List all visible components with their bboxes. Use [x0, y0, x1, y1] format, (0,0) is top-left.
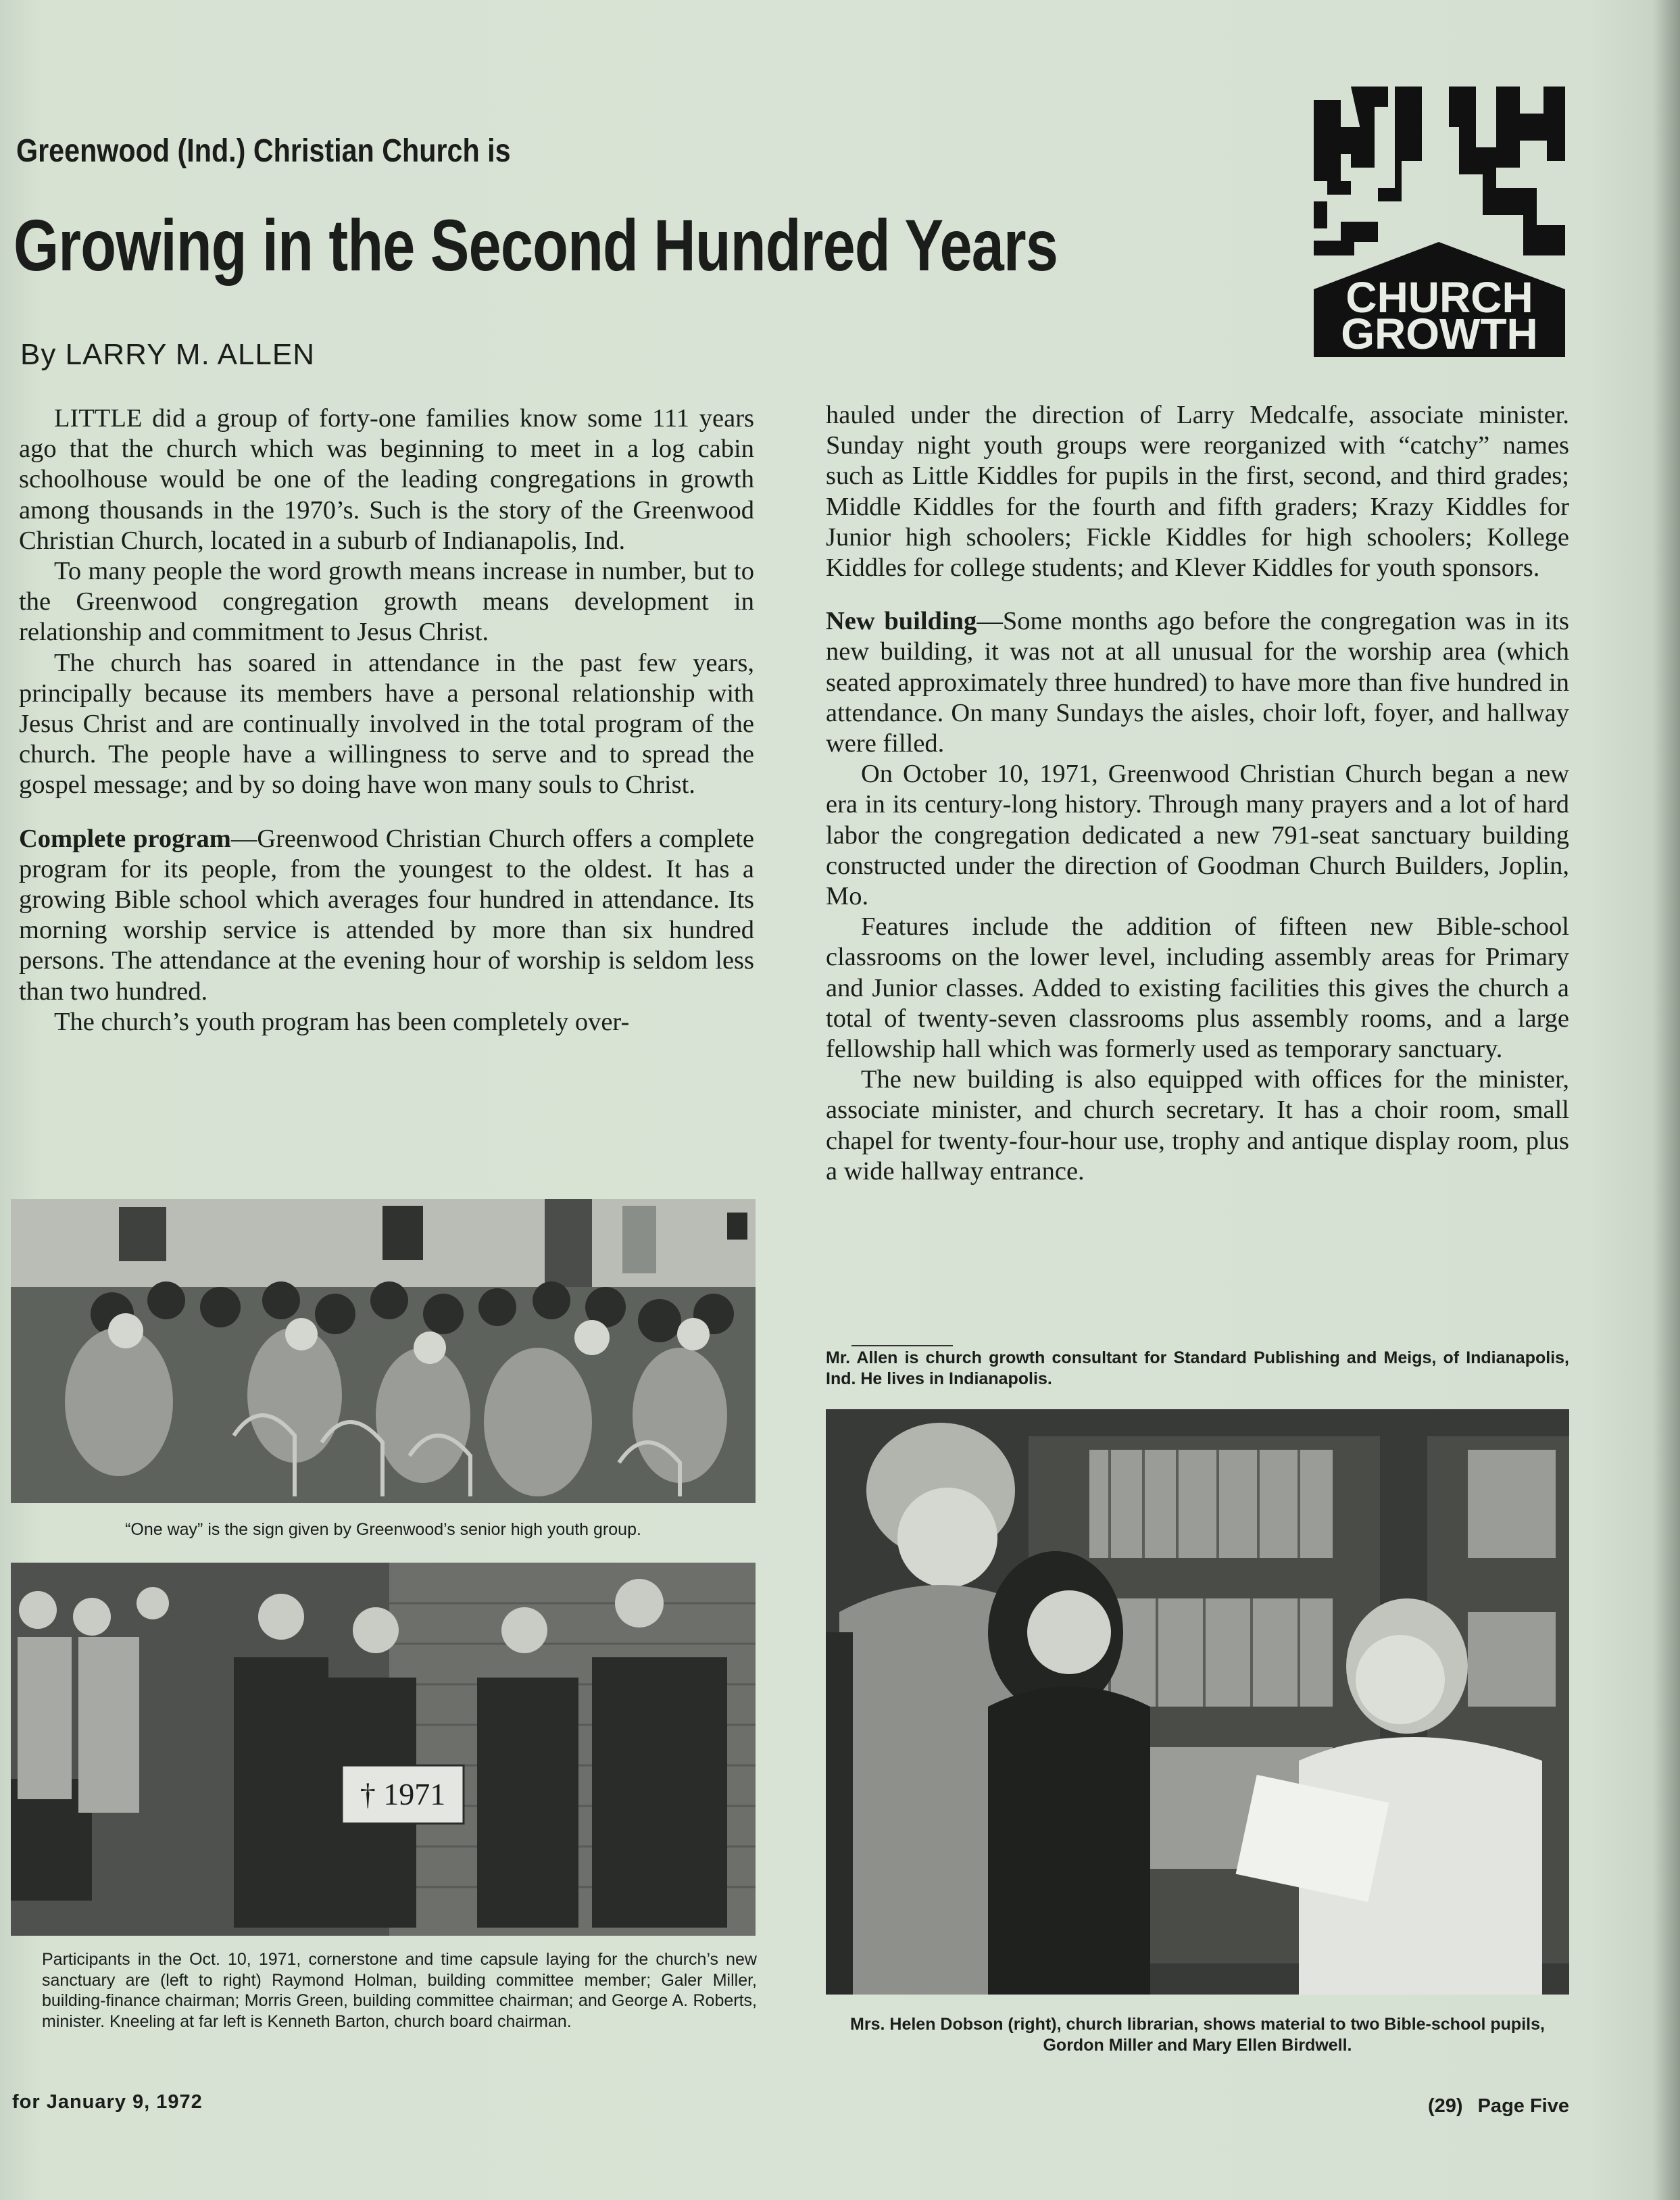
- runin-heading: New building: [826, 607, 977, 636]
- logo-text-church: CHURCH: [1345, 273, 1533, 322]
- library-photo: [826, 1409, 1569, 1995]
- paragraph: The church’s youth program has been completely over-: [54, 1007, 630, 1036]
- author-bio: Mr. Allen is church growth consultant for Standard Publishing and Meigs, of Indianapolis, Ind. He lives in Indianapolis.: [826, 1348, 1569, 1388]
- paragraph: hauled under the direction of Larry Medcalfe, associate minister. Sunday night youth groups were reorganized with “catchy” names such as Little Kiddles for pupils in the first, second, and third grades; Middle Kiddles for the fourth and fifth graders; Krazy Kiddles for Junior high schoolers; Fickle Kiddles for high schoolers; Kollege Kiddles for college students; and Klever Kiddles for youth sponsors.: [826, 401, 1569, 583]
- page-folio: [1428, 2095, 1569, 2118]
- church-growth-logo-icon: [1314, 87, 1565, 357]
- paragraph-text: —Greenwood Christian Church offers a complete program for its people, from the youngest to the oldest. It has a growing Bible school which averages four hundred in attendance. Its morning worship service is attended by more than six hundred persons. The attendance at the evening hour of worship is seldom less than two hundred.: [19, 824, 754, 1006]
- byline: By LARRY M. ALLEN: [20, 338, 316, 371]
- runin-heading: Complete program: [19, 824, 231, 853]
- paragraph: To many people the word growth means increase in number, but to the Greenwood congregation growth means development in relationship and commitment to Jesus Christ.: [19, 557, 754, 647]
- youth-group-caption: “One way” is the sign given by Greenwood’s senior high youth group.: [125, 1520, 641, 1539]
- paragraph: The new building is also equipped with offices for the minister, associate minister, and church secretary. It has a choir room, small chapel for twenty-four-hour use, trophy and antique display room, plus a wide hallway entrance.: [826, 1065, 1569, 1185]
- page-label: Page Five: [1477, 2095, 1569, 2117]
- paragraph: The church has soared in attendance in the past few years, principally because its members have a personal relationship with Jesus Christ and are continually involved in the total program of the church. The people have a willingness to serve and to spread the gospel message; and by so doing have won many souls to Christ.: [19, 648, 754, 800]
- page-edge-shadow: [1653, 0, 1680, 2200]
- cornerstone-sign-text: † 1971: [360, 1777, 446, 1811]
- library-caption: Mrs. Helen Dobson (right), church librarian, shows material to two Bible-school pupils, Gordon Miller and Mary Ellen Birdwell.: [850, 2015, 1545, 2055]
- article-left-column: [19, 404, 754, 1037]
- paragraph: LITTLE did a group of forty-one families know some 111 years ago that the church which was beginning to meet in a log cabin schoolhouse would be one of the leading congregations in growth among thousands in the 1970’s. Such is the story of the Greenwood Christian Church, located in a suburb of Indianapolis, Ind.: [19, 404, 754, 555]
- page-reference: (29): [1428, 2095, 1463, 2117]
- church-growth-logo: [1314, 87, 1565, 357]
- article-headline: Growing in the Second Hundred Years: [14, 204, 1058, 286]
- youth-group-photo: [11, 1199, 756, 1503]
- paragraph-subhead: [826, 606, 1569, 759]
- cornerstone-photo: [11, 1563, 756, 1936]
- issue-date: for January 9, 1972: [12, 2091, 203, 2113]
- article-kicker: Greenwood (Ind.) Christian Church is: [16, 133, 511, 169]
- paragraph: On October 10, 1971, Greenwood Christian Church began a new era in its century-long history. Through many prayers and a lot of hard labor the congregation dedicated a new 791-seat sanctuary building constructed under the direction of Goodman Church Builders, Joplin, Mo.: [826, 760, 1569, 911]
- paragraph: Features include the addition of fifteen new Bible-school classrooms on the lower level, including assembly areas for Primary and Junior classes. Added to existing facilities this gives the church a total of twenty-seven classrooms plus assembly rooms, and a large fellowship hall which was formerly used as temporary sanctuary.: [826, 912, 1569, 1064]
- cornerstone-caption: Participants in the Oct. 10, 1971, cornerstone and time capsule laying for the church’s new sanctuary are (left to right) Raymond Holman, building committee member; Galer Miller, building-finance chairman; Morris Green, building committee chairman; and George A. Roberts, minister. Kneeling at far left is Kenneth Barton, church board chairman.: [42, 1950, 757, 2031]
- logo-text-growth: GROWTH: [1341, 310, 1538, 357]
- paragraph-subhead: [19, 824, 754, 1007]
- bio-divider: [851, 1345, 953, 1346]
- article-right-column: [826, 400, 1569, 1187]
- paragraph-text: —Some months ago before the congregation was in its new building, it was not at all unusual for the worship area (which seated approximately three hundred) to have more than five hundred in attendance. On many Sundays the aisles, choir loft, foyer, and hallway were filled.: [826, 607, 1569, 758]
